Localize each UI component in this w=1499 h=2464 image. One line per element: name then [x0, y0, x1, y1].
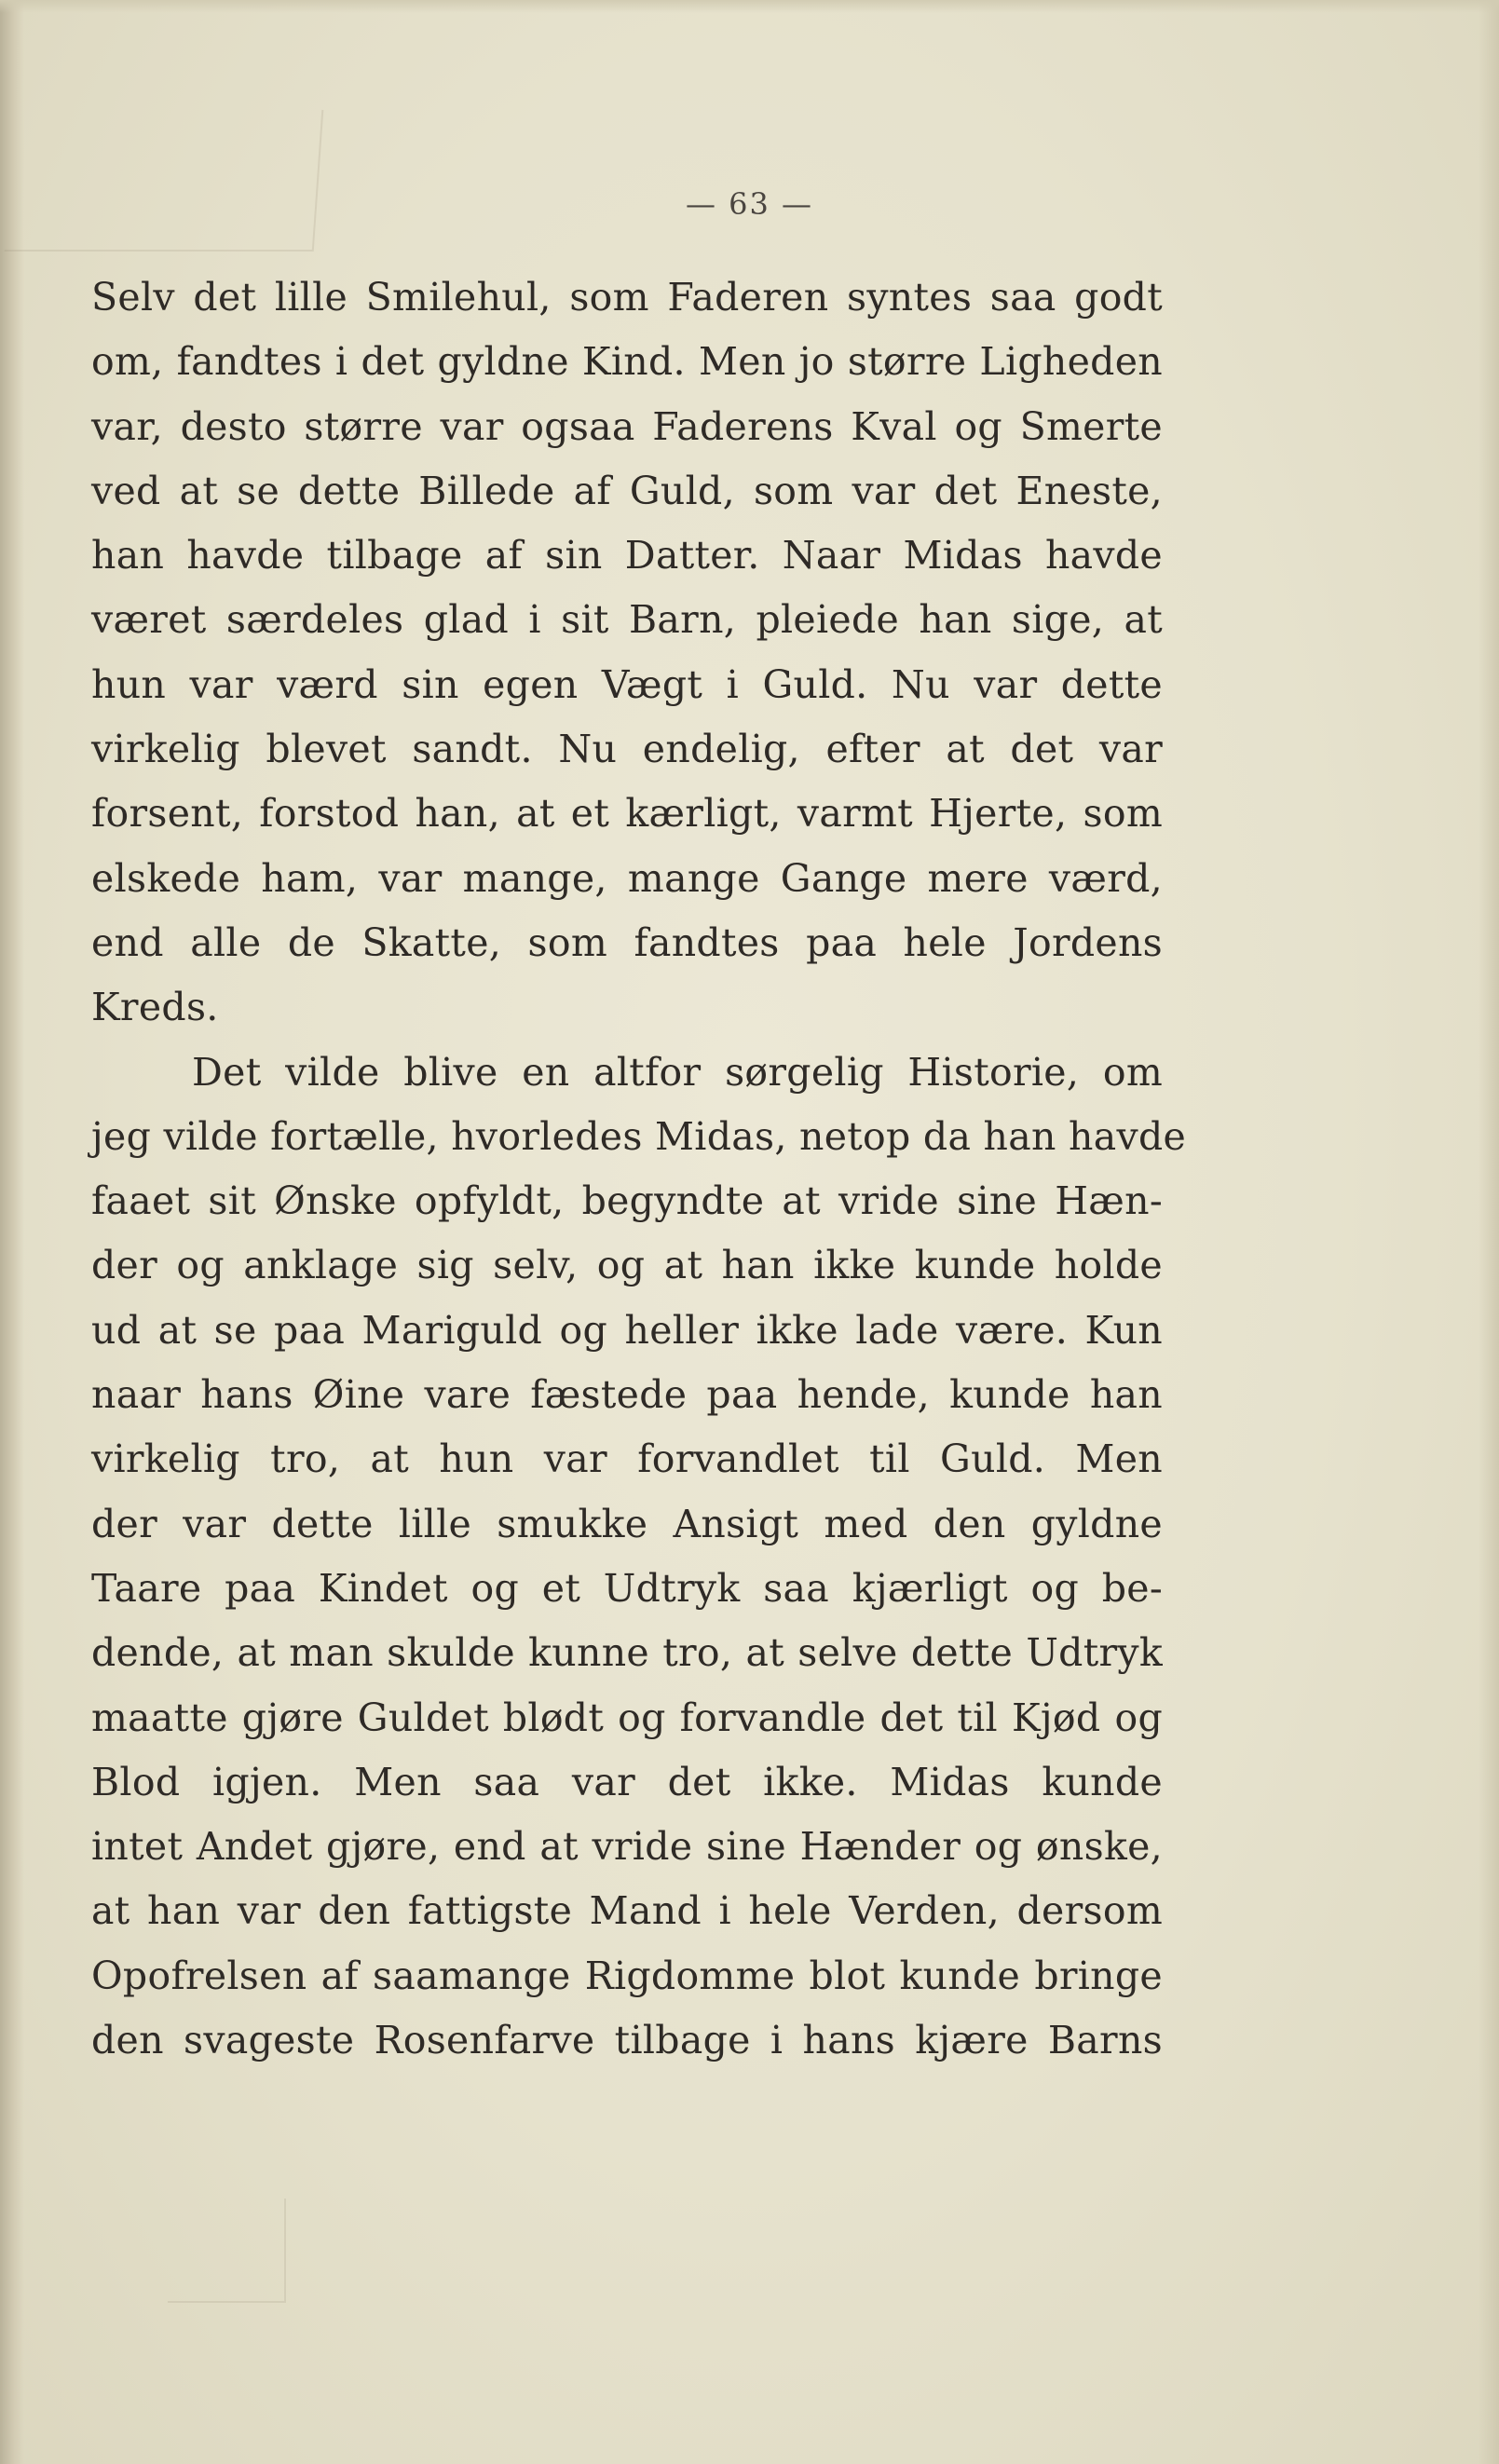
- text-line: ud at se paa Mariguld og heller ikke lade være. Kun: [91, 1307, 1163, 1353]
- text-line: den svageste Rosenfarve tilbage i hans kjære Barns: [91, 2018, 1163, 2063]
- text-line: Taare paa Kindet og et Udtryk saa kjærligt og be-: [91, 1565, 1163, 1611]
- binding-gutter: [0, 0, 24, 2464]
- text-line: forsent, forstod han, at et kærligt, varmt Hjerte, som: [91, 791, 1163, 837]
- page-number: — 63 —: [685, 186, 814, 222]
- text-line: intet Andet gjøre, end at vride sine Hænder og ønske,: [91, 1824, 1163, 1870]
- text-line: dende, at man skulde kunne tro, at selve dette Udtryk: [91, 1630, 1163, 1676]
- text-line: naar hans Øine vare fæstede paa hende, kunde han: [91, 1372, 1163, 1418]
- text-line: virkelig tro, at hun var forvandlet til Guld. Men: [91, 1436, 1163, 1482]
- paragraph-end-line: Kreds.: [91, 985, 219, 1030]
- text-line: hun var værd sin egen Vægt i Guld. Nu var dette: [91, 661, 1163, 707]
- text-line: at han var den fattigste Mand i hele Verden, dersom: [91, 1888, 1163, 1934]
- paragraph-start-line: Det vilde blive en altfor sørgelig Historie, om: [192, 1049, 1163, 1095]
- text-line: Opofrelsen af saamange Rigdomme blot kunde bringe: [91, 1953, 1163, 1998]
- text-line: end alle de Skatte, som fandtes paa hele Jordens: [91, 919, 1163, 965]
- text-line: var, desto større var ogsaa Faderens Kval og Smerte: [91, 403, 1163, 449]
- page-edge-shadow: [1479, 0, 1499, 2464]
- text-line: Blod igjen. Men saa var det ikke. Midas kunde: [91, 1759, 1163, 1804]
- text-line: der og anklage sig selv, og at han ikke kunde holde: [91, 1243, 1163, 1288]
- text-line: ved at se dette Billede af Guld, som var det Eneste,: [91, 468, 1163, 513]
- text-line: maatte gjøre Guldet blødt og forvandle det til Kjød og: [91, 1695, 1163, 1740]
- text-line: faaet sit Ønske opfyldt, begyndte at vride sine Hæn-: [91, 1178, 1163, 1224]
- top-edge-shadow: [0, 0, 1499, 13]
- text-line: han havde tilbage af sin Datter. Naar Midas havde: [91, 533, 1163, 579]
- text-line: virkelig blevet sandt. Nu endelig, efter at det var: [91, 727, 1163, 772]
- text-line: elskede ham, var mange, mange Gange mere værd,: [91, 855, 1163, 901]
- bleed-through-mark: [5, 110, 324, 252]
- text-line: der var dette lille smukke Ansigt med den gyldne: [91, 1501, 1163, 1546]
- text-line: om, fandtes i det gyldne Kind. Men jo større Ligheden: [91, 339, 1163, 385]
- bleed-through-mark: [168, 2199, 286, 2303]
- text-line: været særdeles glad i sit Barn, pleiede han sige, at: [91, 597, 1163, 643]
- body-text: [91, 265, 1187, 2073]
- text-line: jeg vilde fortælle, hvorledes Midas, netop da han havde: [91, 1113, 1187, 1159]
- text-line: Selv det lille Smilehul, som Faderen syntes saa godt: [91, 275, 1163, 320]
